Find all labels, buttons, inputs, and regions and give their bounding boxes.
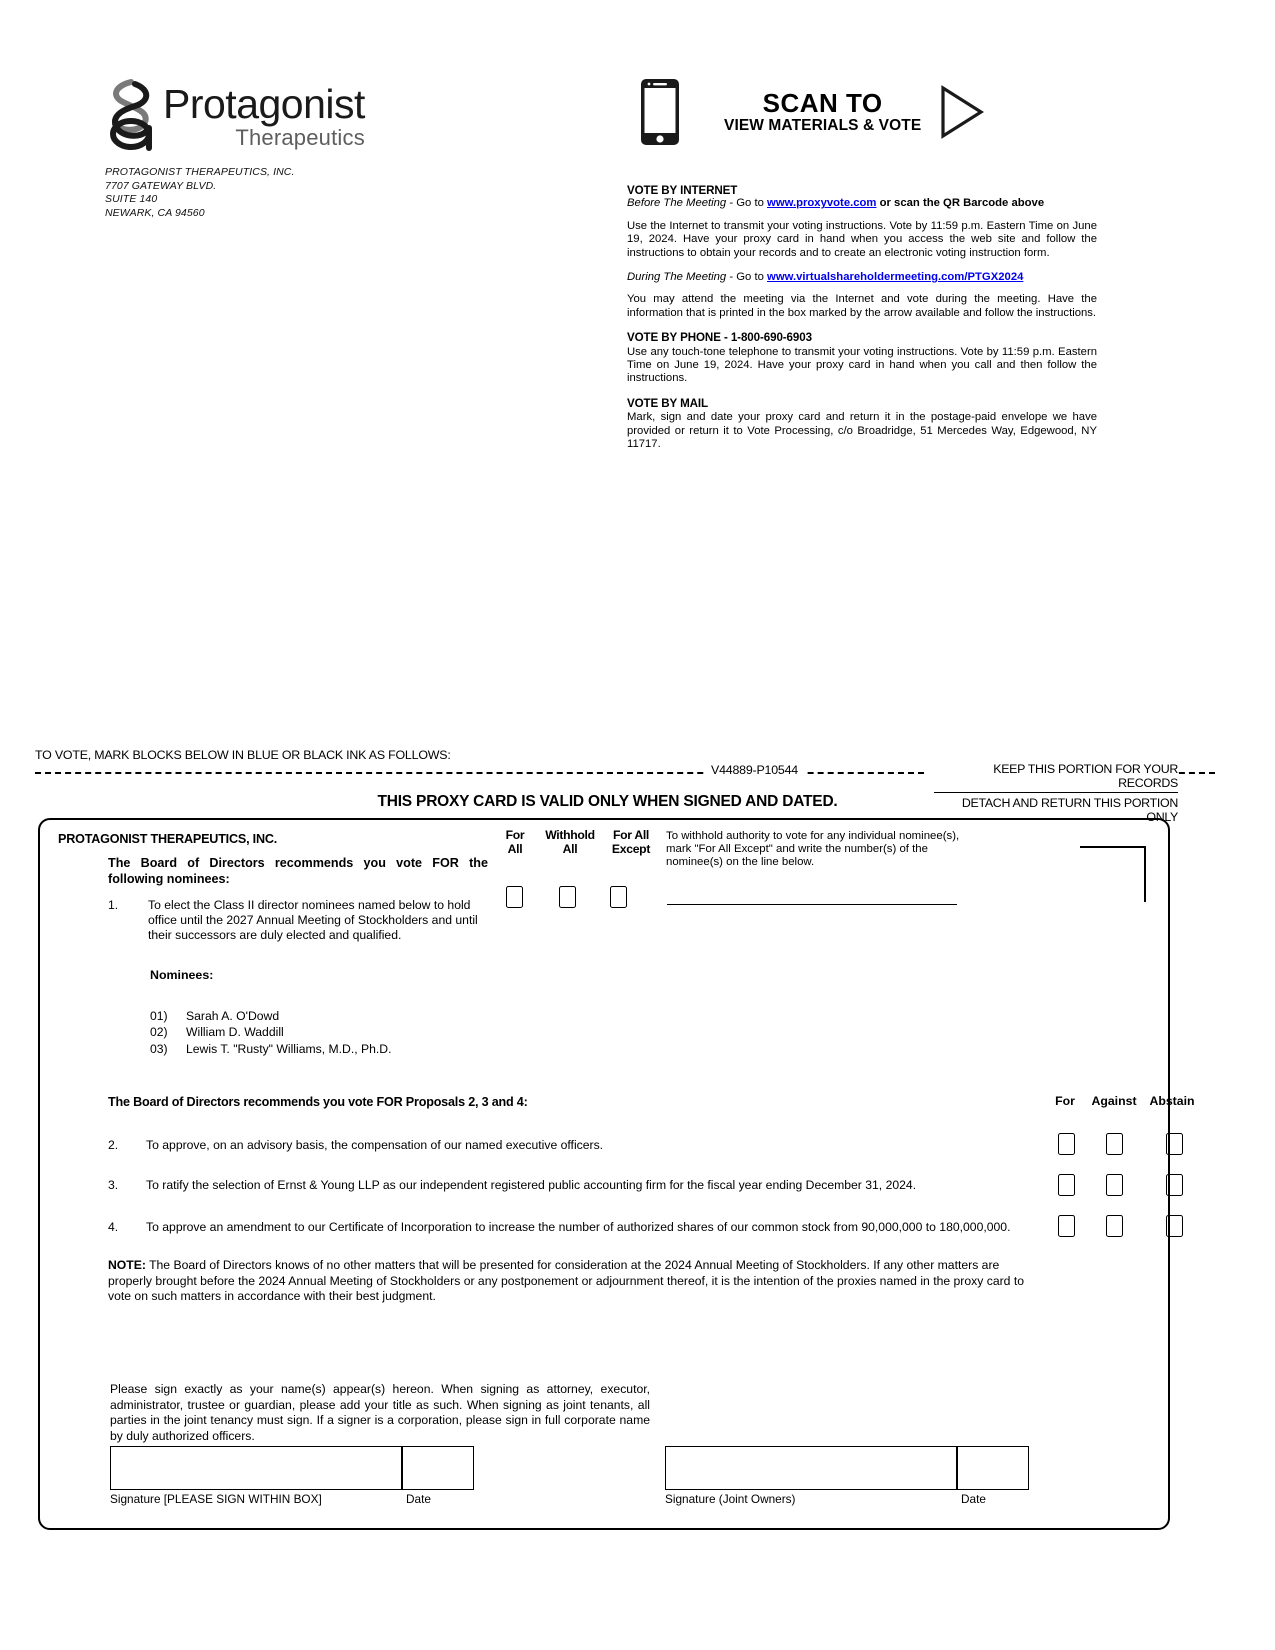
nominee-name: Sarah A. O'Dowd — [186, 1009, 280, 1023]
proposal-3 — [108, 1178, 1038, 1194]
col-head-line2: All — [562, 841, 578, 856]
checkbox-for-all[interactable] — [506, 886, 523, 908]
signature-box-primary[interactable] — [110, 1446, 402, 1490]
note-text: The Board of Directors knows of no other matters that will be presented for consideration at the 2024 Annual Meeting of Stockholders. If any other matters are properly brought before the 2024 Annual Meeting of Stockholders or any postponement or adjournment thereof, it is the intention of the proxies named in the proxy card to vote on such matters in accordance with their best judgment. — [108, 1258, 1024, 1304]
signature-box-joint[interactable] — [665, 1446, 957, 1490]
address-line: NEWARK, CA 94560 — [105, 206, 205, 219]
vote-instructions — [627, 184, 1097, 452]
vote-by-internet-heading: VOTE BY INTERNET — [627, 184, 738, 197]
nominee-number: 01) — [150, 1009, 168, 1023]
proposal-1-number: 1. — [108, 898, 119, 912]
vote-by-phone-heading: VOTE BY PHONE - 1-800-690-6903 — [627, 331, 812, 345]
checkbox-proposal-4-abstain[interactable] — [1166, 1215, 1183, 1237]
date-box-joint[interactable] — [957, 1446, 1029, 1490]
proxy-card — [38, 818, 1195, 1530]
control-number-corner-marker — [1080, 846, 1146, 902]
signature-label-primary: Signature [PLEASE SIGN WITHIN BOX] — [110, 1492, 322, 1506]
column-header-abstain: Abstain — [1149, 1094, 1195, 1108]
control-number: V44889-P10544 — [705, 763, 804, 777]
col-head-line1: For All — [612, 828, 650, 842]
vote-by-mail-body: Mark, sign and date your proxy card and return it in the postage-paid envelope we have provided or return it to Vote Processing, c/o Broadridge, 51 Mercedes Way, Edgewood, NY 11717. — [627, 411, 1097, 451]
proposal-4-number: 4. — [108, 1220, 119, 1234]
logo-company-sub: Therapeutics — [235, 125, 365, 151]
other-matters-note — [108, 1258, 1038, 1305]
logo-company-name: Protagonist — [163, 81, 365, 127]
mobile-phone-icon — [640, 78, 680, 146]
mark-blocks-instruction: TO VOTE, MARK BLOCKS BELOW IN BLUE OR BLACK INK AS FOLLOWS: — [35, 748, 451, 762]
column-header-for: For — [1055, 1094, 1075, 1108]
checkbox-proposal-2-abstain[interactable] — [1166, 1133, 1183, 1155]
nominee-number: 03) — [150, 1041, 168, 1056]
signature-instructions: Please sign exactly as your name(s) appear(s) hereon. When signing as attorney, executor, administrator, trustee or guardian, please add your title as such. When signing as joint tenants, all parties in the joint tenancy must sign. If a signer is a corporation, please sign in full corporate name by duly authorized officers. — [110, 1382, 650, 1443]
nominee-name: William D. Waddill — [186, 1025, 284, 1040]
column-header-withhold-all — [539, 829, 601, 856]
checkbox-proposal-4-for[interactable] — [1058, 1215, 1075, 1237]
before-meeting-rest: - Go to — [726, 197, 768, 210]
col-head-line2: All — [507, 841, 523, 856]
board-recommendation-nominees: The Board of Directors recommends you vote FOR the following nominees: — [108, 856, 488, 886]
checkbox-for-all-except[interactable] — [610, 886, 627, 908]
proxy-valid-notice: THIS PROXY CARD IS VALID ONLY WHEN SIGNED AND DATED. — [377, 793, 838, 810]
column-header-against: Against — [1091, 1094, 1137, 1108]
vote-by-mail-heading: VOTE BY MAIL — [627, 396, 709, 410]
detach-return-text: DETACH AND RETURN THIS PORTION ONLY — [961, 796, 1178, 824]
before-meeting-label: Before The Meeting — [627, 197, 727, 210]
checkbox-withhold-all[interactable] — [559, 886, 576, 908]
card-company-name: PROTAGONIST THERAPEUTICS, INC. — [58, 832, 278, 846]
virtualshareholdermeeting-link[interactable]: www.virtualshareholdermeeting.com/PTGX2024 — [767, 271, 1024, 284]
date-label-joint: Date — [961, 1492, 986, 1506]
before-meeting-tail: or scan the QR Barcode above — [876, 197, 1045, 210]
signature-label-joint: Signature (Joint Owners) — [665, 1492, 796, 1506]
checkbox-proposal-3-for[interactable] — [1058, 1174, 1075, 1196]
address-line: 7707 GATEWAY BLVD. — [105, 179, 217, 192]
proposal-1-text: To elect the Class II director nominees named below to hold office until the 2027 Annual Meeting of Stockholders and until their successors are duly elected and qualified. — [148, 898, 478, 943]
vote-by-phone-body: Use any touch-tone telephone to transmit your voting instructions. Vote by 11:59 p.m. Eastern Time on June 19, 2024. Have your proxy card in hand when you call and then follow the instructions. — [627, 345, 1097, 385]
column-header-for-all-except — [603, 829, 659, 856]
col-head-line1: For — [505, 828, 525, 842]
board-recommendation-proposals: The Board of Directors recommends you vote FOR Proposals 2, 3 and 4: — [108, 1095, 528, 1109]
withhold-authority-note: To withhold authority to vote for any individual nominee(s), mark "For All Except" and write the number(s) of the nominee(s) on the line below. — [666, 830, 960, 869]
proposal-3-number: 3. — [108, 1178, 119, 1192]
checkbox-proposal-2-for[interactable] — [1058, 1133, 1075, 1155]
proposal-1 — [108, 898, 488, 944]
address-line: SUITE 140 — [105, 193, 158, 206]
vote-internet-during-body: You may attend the meeting via the Internet and vote during the meeting. Have the information that is printed in the box marked by the arrow available and follow the instructions. — [627, 293, 1097, 319]
col-head-line1: Withhold — [545, 828, 595, 842]
company-logo-block — [105, 78, 525, 154]
during-meeting-label: During The Meeting — [627, 271, 727, 284]
checkbox-proposal-2-against[interactable] — [1106, 1133, 1123, 1155]
vote-internet-before-line — [627, 197, 1097, 210]
date-label-primary: Date — [406, 1492, 431, 1506]
checkbox-proposal-4-against[interactable] — [1106, 1215, 1123, 1237]
vote-internet-during-line — [627, 271, 1097, 284]
keep-portion-text: KEEP THIS PORTION FOR YOUR RECORDS — [934, 762, 1178, 793]
proposal-2-number: 2. — [108, 1138, 119, 1152]
scan-to-vote-banner — [640, 78, 985, 146]
vote-internet-before-body: Use the Internet to transmit your voting instructions. Vote by 11:59 p.m. Eastern Time on June 19, 2024. Have your proxy card in hand when you access the web site and follow the instructions to obtain your records and to create an electronic voting instruction form. — [627, 219, 1097, 259]
scan-subheadline: VIEW MATERIALS & VOTE — [724, 116, 922, 134]
col-head-line2: Except — [611, 841, 651, 856]
except-nominee-numbers-input[interactable] — [667, 904, 957, 905]
date-box-primary[interactable] — [402, 1446, 474, 1490]
address-line: PROTAGONIST THERAPEUTICS, INC. — [105, 166, 295, 178]
note-label: NOTE: — [108, 1258, 146, 1272]
proposal-4-text: To approve an amendment to our Certificate of Incorporation to increase the number of authorized shares of our common stock from 90,000,000 to 180,000,000. — [146, 1220, 1011, 1234]
scan-headline: SCAN TO — [762, 88, 883, 119]
proposal-2-text: To approve, on an advisory basis, the compensation of our named executive officers. — [146, 1138, 604, 1152]
nominee-number: 02) — [150, 1025, 168, 1040]
company-address — [105, 166, 295, 220]
proxyvote-link[interactable]: www.proxyvote.com — [767, 197, 877, 210]
checkbox-proposal-3-against[interactable] — [1106, 1174, 1123, 1196]
proposal-3-text: To ratify the selection of Ernst & Young LLP as our independent registered public accounting firm for the fiscal year ending December 31, 2024. — [146, 1178, 917, 1192]
triangle-arrow-icon — [937, 85, 985, 139]
during-meeting-rest: - Go to — [726, 271, 768, 284]
proposal-4 — [108, 1220, 1038, 1236]
protagonist-logo-icon — [105, 78, 157, 154]
checkbox-proposal-3-abstain[interactable] — [1166, 1174, 1183, 1196]
proposal-2 — [108, 1138, 1038, 1154]
nominee-name: Lewis T. "Rusty" Williams, M.D., Ph.D. — [186, 1041, 392, 1056]
nominees-heading: Nominees: — [150, 968, 214, 982]
column-header-for-all — [495, 829, 535, 856]
